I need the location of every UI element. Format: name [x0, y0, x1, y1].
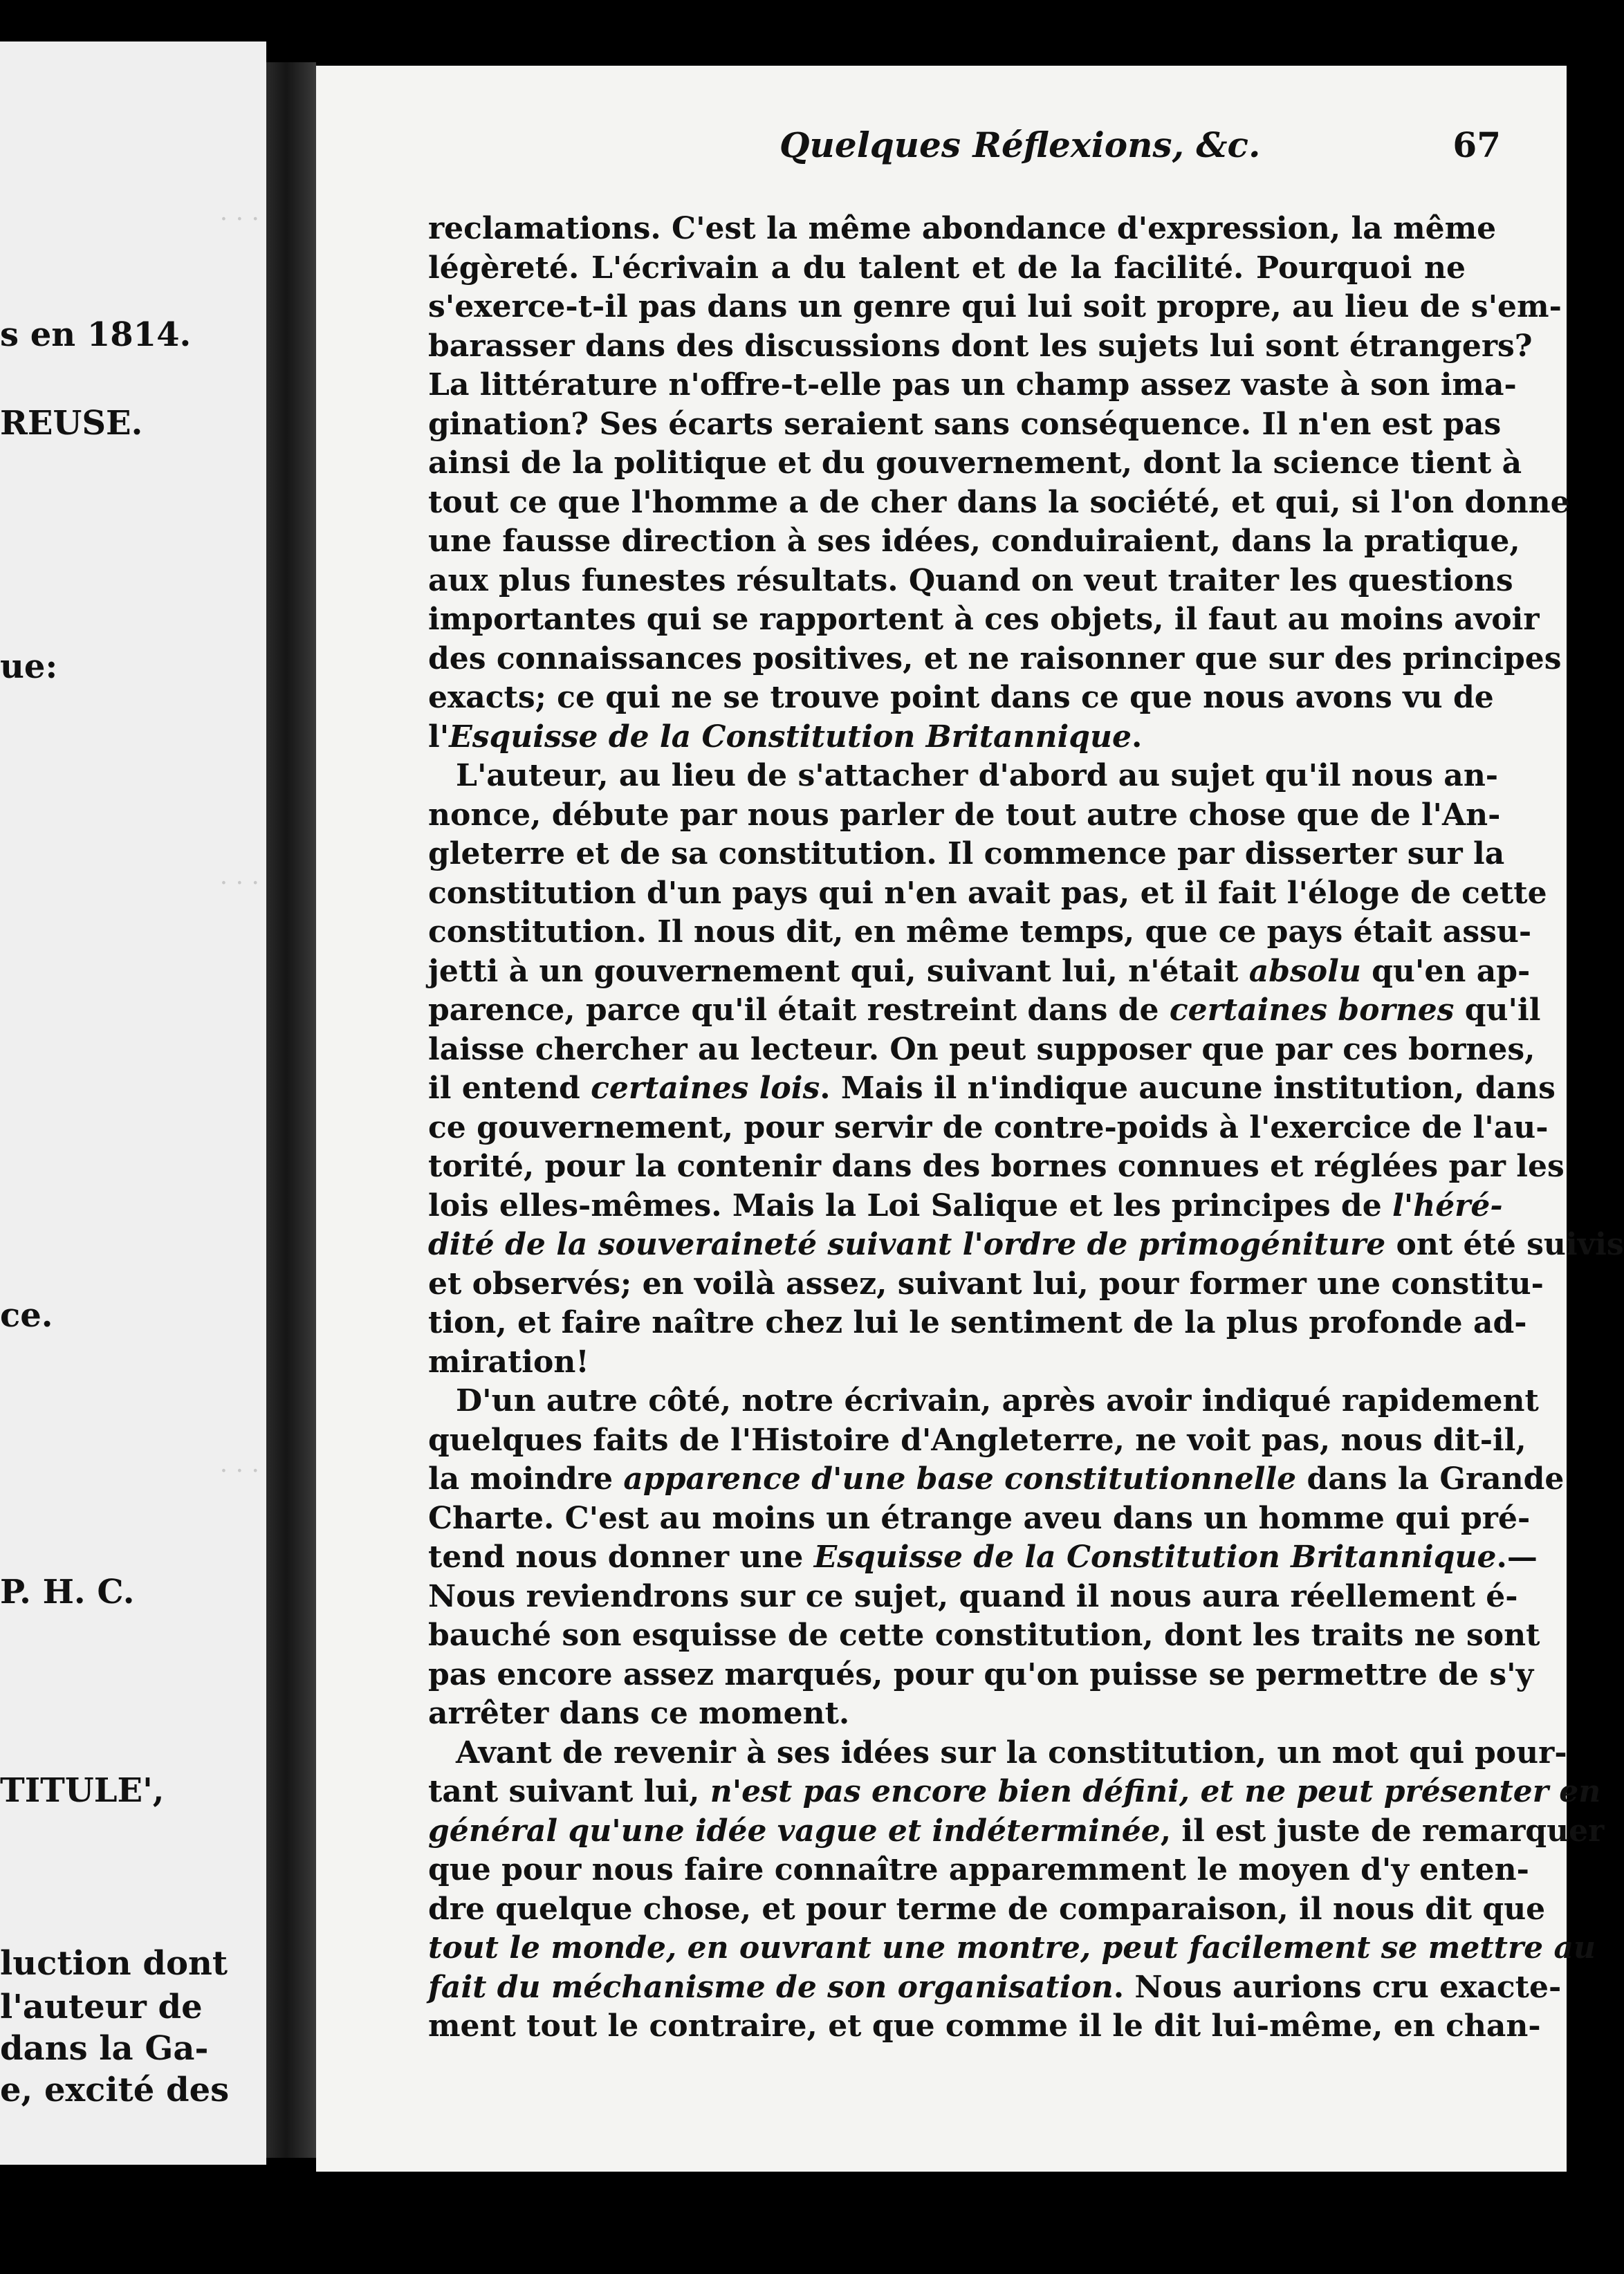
text-segment: laisse chercher au lecteur. On peut supposer que par ces bornes, — [428, 1031, 1535, 1067]
text-segment: pas encore assez marqués, pour qu'on puisse se permettre de s'y — [428, 1656, 1534, 1692]
text-line — [428, 1812, 1605, 1851]
left-page-fragment: ue: — [0, 647, 58, 686]
left-page-fragment: TITULE', — [0, 1771, 165, 1810]
text-segment: L'auteur, au lieu de s'attacher d'abord au sujet qu'il nous an- — [456, 758, 1499, 793]
text-line — [428, 1656, 1534, 1695]
text-segment: La littérature n'offre-t-elle pas un champ assez vaste à son ima- — [428, 367, 1517, 403]
text-segment: importantes qui se rapportent à ces objets, il faut au moins avoir — [428, 602, 1540, 637]
text-segment: la moindre — [428, 1461, 624, 1497]
text-segment: jetti à un gouvernement qui, suivant lui, n'était — [428, 953, 1249, 989]
left-page-fragment: ce. — [0, 1296, 53, 1335]
left-page-fragment: luction dont — [0, 1944, 228, 1983]
text-segment: Nous reviendrons sur ce sujet, quand il nous aura réellement é- — [428, 1578, 1518, 1614]
text-line — [428, 796, 1501, 835]
text-line — [428, 562, 1513, 601]
text-line — [428, 1499, 1531, 1539]
text-segment: s'exerce-t-il pas dans un genre qui lui soit propre, au lieu de s'em- — [428, 289, 1562, 324]
text-segment: barasser dans des discussions dont les sujets lui sont étrangers? — [428, 328, 1533, 364]
text-segment: miration! — [428, 1344, 589, 1380]
text-line — [428, 1538, 1538, 1578]
running-head — [316, 124, 1567, 173]
italic-segment: certaines lois — [591, 1071, 820, 1106]
text-segment: une fausse direction à ses idées, conduiraient, dans la pratique, — [428, 524, 1520, 559]
text-line — [428, 718, 1466, 757]
show-through-text: · · · — [219, 205, 259, 234]
text-line — [428, 249, 1466, 288]
text-segment: dans la Grande — [1296, 1461, 1565, 1497]
left-page-fragment: e, excité des — [0, 2071, 230, 2109]
text-line — [428, 913, 1532, 952]
text-segment: nonce, débute par nous parler de tout autre chose que de l'An- — [428, 797, 1501, 833]
text-segment: qu'en ap- — [1360, 953, 1531, 989]
italic-segment: certaines bornes — [1169, 992, 1455, 1028]
text-segment: constitution. Il nous dit, en même temps, que ce pays était assu- — [428, 914, 1532, 950]
text-line — [428, 1030, 1535, 1070]
running-title: Quelques Réflexions, &c. — [779, 124, 1261, 165]
italic-segment: l'héré- — [1392, 1187, 1503, 1223]
text-line — [428, 1187, 1503, 1226]
text-segment: arrêter dans ce moment. — [428, 1696, 850, 1731]
text-line — [428, 405, 1502, 445]
text-segment: il entend — [428, 1071, 591, 1106]
text-line — [428, 1265, 1544, 1304]
text-segment: tout ce que l'homme a de cher dans la société, et qui, si l'on donne — [428, 484, 1570, 520]
text-line — [428, 2007, 1541, 2046]
italic-segment: tout le monde, en ouvrant une montre, peut facilement se mettre au — [428, 1930, 1596, 1966]
left-page-fragment: dans la Ga- — [0, 2029, 209, 2068]
text-segment: aux plus funestes résultats. Quand on veut traiter les questions — [428, 562, 1513, 598]
text-segment: parence, parce qu'il était restreint dans de — [428, 992, 1170, 1028]
show-through-text: · · · — [219, 1457, 259, 1486]
text-line — [428, 1694, 1466, 1734]
text-segment: ont été suivis — [1385, 1227, 1624, 1262]
text-line — [428, 874, 1547, 914]
text-segment: ce gouvernement, pour servir de contre-poids à l'exercice de l'au- — [428, 1109, 1549, 1145]
left-page-fragment: REUSE. — [0, 404, 143, 443]
left-page-fragment: P. H. C. — [0, 1573, 135, 1611]
text-line — [428, 327, 1533, 367]
show-through-text: · · · — [219, 869, 259, 898]
text-line — [428, 366, 1517, 405]
text-segment: .— — [1496, 1540, 1538, 1575]
text-line — [428, 444, 1522, 483]
text-line — [428, 1382, 1539, 1421]
text-segment: Charte. C'est au moins un étrange aveu dans un homme qui pré- — [428, 1500, 1531, 1536]
text-segment: torité, pour la contenir dans des bornes connues et réglées par les — [428, 1149, 1565, 1184]
italic-segment: Esquisse de la Constitution Britannique — [813, 1540, 1497, 1575]
italic-segment: apparence d'une base constitutionnelle — [623, 1461, 1297, 1497]
text-segment: , il est juste de remarquer — [1160, 1813, 1605, 1849]
text-line — [428, 1460, 1565, 1499]
text-segment: gleterre et de sa constitution. Il commence par disserter sur la — [428, 836, 1505, 871]
left-page — [0, 41, 266, 2165]
text-segment: dre quelque chose, et pour terme de comparaison, il nous dit que — [428, 1891, 1546, 1927]
text-segment: constitution d'un pays qui n'en avait pas, et il fait l'éloge de cette — [428, 875, 1547, 911]
book-gutter — [266, 62, 316, 2158]
body-text — [428, 210, 1624, 2046]
text-line — [428, 1929, 1596, 1968]
text-segment: que pour nous faire connaître apparemment le moyen d'y enten- — [428, 1852, 1529, 1887]
text-line — [428, 991, 1541, 1030]
text-line — [428, 210, 1497, 249]
text-line — [428, 1851, 1529, 1890]
text-line — [428, 288, 1562, 327]
text-line — [428, 1578, 1518, 1617]
text-line — [428, 1304, 1527, 1343]
text-segment: l' — [428, 719, 450, 755]
text-line — [428, 835, 1505, 874]
left-page-fragment: s en 1814. — [0, 315, 192, 354]
text-line — [428, 483, 1570, 523]
italic-segment: dité de la souveraineté suivant l'ordre de primogéniture — [428, 1227, 1386, 1262]
text-line — [428, 1616, 1540, 1656]
text-line — [428, 1069, 1556, 1109]
text-line — [428, 1226, 1624, 1265]
text-segment: quelques faits de l'Histoire d'Angleterre, ne voit pas, nous dit-il, — [428, 1422, 1526, 1458]
text-segment: des connaissances positives, et ne raisonner que sur des principes — [428, 640, 1562, 676]
italic-segment: fait du méchanisme de son organisation — [428, 1969, 1114, 2005]
text-segment: exacts; ce qui ne se trouve point dans ce que nous avons vu de — [428, 680, 1494, 715]
text-segment: et observés; en voilà assez, suivant lui, pour former une constitu- — [428, 1266, 1544, 1302]
text-line — [428, 1343, 1466, 1383]
text-segment: reclamations. C'est la même abondance d'expression, la même — [428, 211, 1497, 246]
text-line — [428, 1421, 1526, 1461]
text-line — [428, 1147, 1565, 1187]
right-page — [316, 66, 1624, 2172]
text-line — [428, 952, 1531, 992]
text-line — [428, 640, 1562, 679]
text-segment: gination? Ses écarts seraient sans conséquence. Il n'en est pas — [428, 406, 1502, 442]
text-segment: . Mais il n'indique aucune institution, dans — [820, 1071, 1556, 1106]
text-segment: tion, et faire naître chez lui le sentiment de la plus profonde ad- — [428, 1305, 1527, 1340]
text-segment: qu'il — [1454, 992, 1541, 1028]
text-line — [428, 757, 1499, 796]
text-line — [428, 1109, 1549, 1148]
text-segment: lois elles-mêmes. Mais la Loi Salique et les principes de — [428, 1187, 1393, 1223]
text-line — [428, 1773, 1601, 1812]
text-segment: tend nous donner une — [428, 1540, 814, 1575]
text-segment: tant suivant lui, — [428, 1774, 710, 1809]
text-segment: D'un autre côté, notre écrivain, après avoir indiqué rapidement — [456, 1383, 1539, 1418]
text-segment: bauché son esquisse de cette constitution, dont les traits ne sont — [428, 1618, 1540, 1653]
text-line — [428, 522, 1520, 562]
text-segment: . — [1132, 719, 1143, 755]
text-line — [428, 1890, 1546, 1930]
text-line — [428, 600, 1540, 640]
text-line — [428, 1968, 1562, 2008]
italic-segment: n'est pas encore bien défini, et ne peut présenter en — [710, 1774, 1601, 1809]
italic-segment: Esquisse de la Constitution Britannique — [449, 719, 1132, 755]
text-segment: ment tout le contraire, et que comme il le dit lui-même, en chan- — [428, 2008, 1541, 2044]
text-segment: Avant de revenir à ses idées sur la constitution, un mot qui pour- — [456, 1735, 1567, 1771]
left-page-fragment: l'auteur de — [0, 1988, 203, 2026]
text-segment: . Nous aurions cru exacte- — [1113, 1969, 1562, 2005]
text-line — [428, 1734, 1567, 1773]
text-segment: ainsi de la politique et du gouvernement, dont la science tient à — [428, 445, 1522, 481]
text-segment: légèreté. L'écrivain a du talent et de la facilité. Pourquoi ne — [428, 250, 1466, 286]
italic-segment: général qu'une idée vague et indéterminée — [428, 1813, 1161, 1849]
page-number: 67 — [1452, 124, 1501, 165]
italic-segment: absolu — [1248, 953, 1361, 989]
text-line — [428, 678, 1494, 718]
